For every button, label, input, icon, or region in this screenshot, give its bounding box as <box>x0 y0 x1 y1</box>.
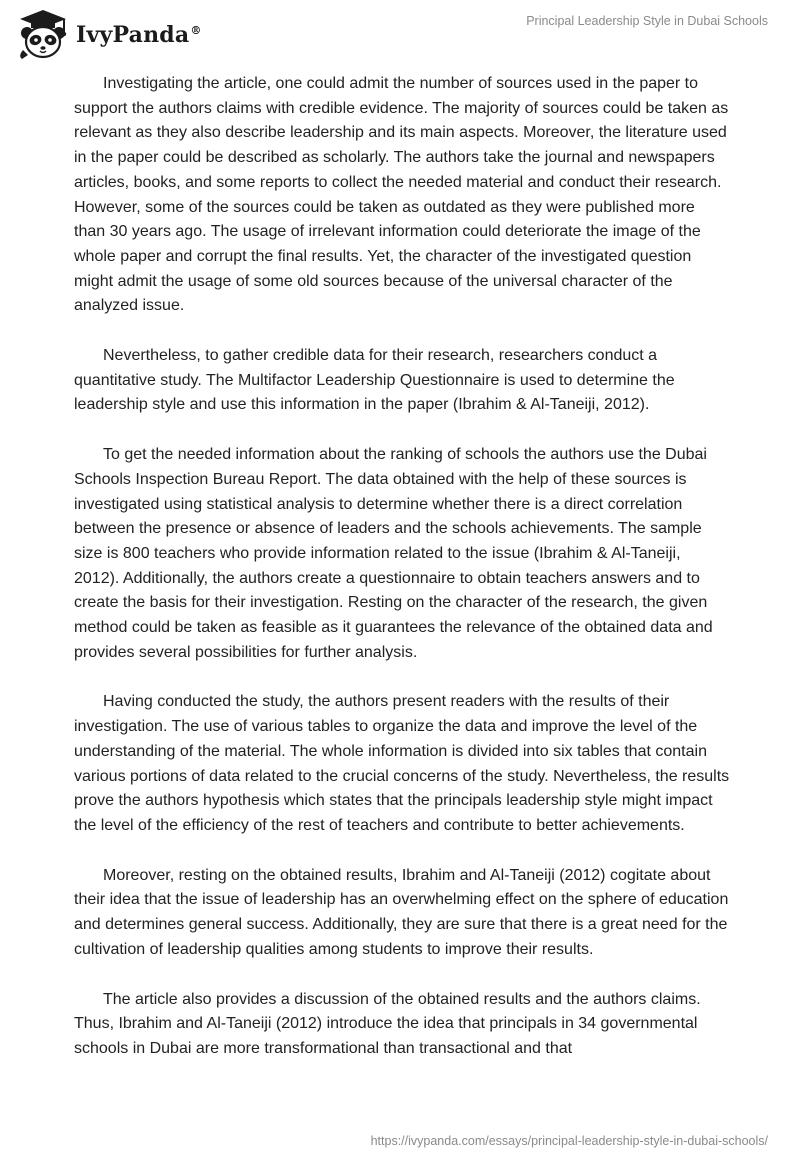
logo-text: IvyPanda® <box>76 22 202 48</box>
page-header <box>0 0 800 62</box>
paragraph: Nevertheless, to gather credible data for their research, researchers conduct a quantitative study. The Multifactor Leadership Questionnaire is used to determine the leadership style and use this information in the paper (Ibrahim & Al-Taneiji, 2012). <box>74 347 675 414</box>
document-title: Principal Leadership Style in Dubai Schools <box>526 14 768 28</box>
paragraph: The article also provides a discussion of the obtained results and the authors claims. Thus, Ibrahim and Al-Taneiji (2012) introduce the idea that principals in 34 governmental schools in Dubai are more transformational than transactional and that <box>74 990 701 1057</box>
panda-graduation-cap-icon <box>14 8 72 60</box>
source-url-link[interactable]: https://ivypanda.com/essays/principal-leadership-style-in-dubai-schools/ <box>370 1134 768 1148</box>
paragraph: Investigating the article, one could admit the number of sources used in the paper to support the authors claims with credible evidence. The majority of sources could be taken as relevant as they also describe leadership and its main aspects. Moreover, the literature used in the paper could be described as scholarly. The authors take the journal and newspapers articles, books, and some reports to collect the needed material and conduct their research. However, some of the sources could be taken as outdated as they were published more than 30 years ago. The usage of irrelevant information could deteriorate the image of the whole paper and corrupt the final results. Yet, the character of the investigated question might admit the usage of some old sources because of the universal character of the analyzed issue. <box>74 75 729 315</box>
registered-mark: ® <box>190 23 202 37</box>
paragraph: Having conducted the study, the authors present readers with the results of their investigation. The use of various tables to organize the data and improve the level of the understanding of the material. The whole information is divided into six tables that contain various portions of data related to the crucial concerns of the study. Nevertheless, the results prove the authors hypothesis which states that the principals leadership style might impact the level of the efficiency of the rest of teachers and contribute to better achievements. <box>74 693 730 834</box>
essay-content <box>74 72 730 1087</box>
logo-link[interactable] <box>14 8 202 60</box>
paragraph: To get the needed information about the ranking of schools the authors use the Dubai Schools Inspection Bureau Report. The data obtained with the help of these sources is investigated using statistical analysis to determine whether there is a direct correlation between the presence or absence of leaders and the schools achievements. The sample size is 800 teachers who provide information related to the issue (Ibrahim & Al-Taneiji, 2012). Additionally, the authors create a questionnaire to obtain teachers answers and to create the basis for their investigation. Resting on the character of the research, the given method could be taken as feasible as it guarantees the relevance of the obtained data and provides several possibilities for further analysis. <box>74 446 713 661</box>
paragraph: Moreover, resting on the obtained results, Ibrahim and Al-Taneiji (2012) cogitate about their idea that the issue of leadership has an overwhelming effect on the sphere of education and determines general success. Additionally, they are sure that there is a great need for the cultivation of leadership qualities among students to improve their results. <box>74 866 729 958</box>
